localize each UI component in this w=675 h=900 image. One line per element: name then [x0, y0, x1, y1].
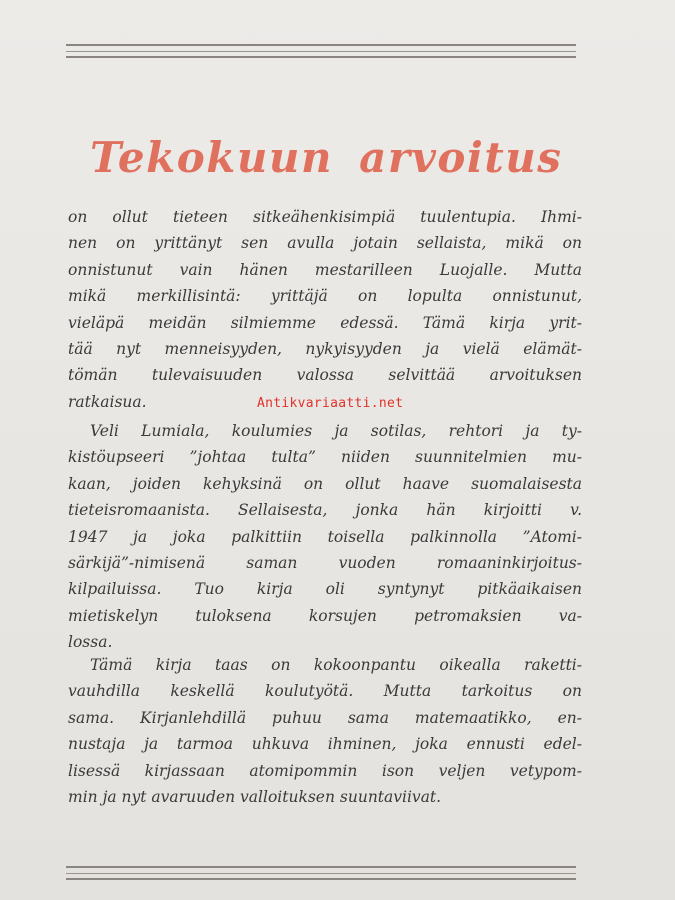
- text-line: ratkaisua.: [68, 392, 147, 411]
- text-line: vieläpä meidän silmiemme edessä. Tämä kirja yrit-: [68, 313, 582, 332]
- text-line: kilpailuissa. Tuo kirja oli syntynyt pitkäaikaisen: [68, 580, 582, 599]
- page-title: Tekokuun arvoitus: [90, 133, 563, 182]
- text-line: vauhdilla keskellä koulutyötä. Mutta tarkoitus on: [68, 682, 582, 701]
- text-line: lossa.: [68, 633, 113, 652]
- text-line: nen on yrittänyt sen avulla jotain sellaista, mikä on: [68, 234, 582, 253]
- text-line: tieteisromaanista. Sellaisesta, jonka hän kirjoitti v.: [68, 501, 582, 520]
- paragraph-2: [68, 418, 582, 656]
- rule-line: [66, 873, 576, 874]
- text-line: tää nyt menneisyyden, nykyisyyden ja vielä elämät-: [68, 339, 582, 358]
- watermark-text: Antikvariaatti.net: [257, 396, 404, 411]
- text-line: min ja nyt avaruuden valloituksen suuntaviivat.: [68, 787, 442, 806]
- text-line: Tämä kirja taas on kokoonpantu oikealla raketti-: [90, 656, 582, 674]
- text-line: Veli Lumiala, koulumies ja sotilas, rehtori ja ty-: [90, 422, 582, 440]
- text-line: kaan, joiden kehyksinä on ollut haave suomalaisesta: [68, 474, 582, 493]
- text-line: särkijä”-nimisenä saman vuoden romaaninkirjoitus-: [68, 553, 582, 572]
- bottom-decorative-rule: [66, 866, 576, 880]
- text-line: 1947 ja joka palkittiin toisella palkinnolla ”Atomi-: [68, 527, 582, 546]
- paragraph-1: [68, 204, 582, 415]
- text-line: tömän tulevaisuuden valossa selvittää arvoituksen: [68, 366, 582, 385]
- text-line: sama. Kirjanlehdillä puhuu sama matemaatikko, en-: [68, 708, 582, 727]
- text-line: nustaja ja tarmoa uhkuva ihminen, joka ennusti edel-: [68, 735, 582, 754]
- paragraph-3: [68, 652, 582, 810]
- text-line: on ollut tieteen sitkeähenkisimpiä tuulentupia. Ihmi-: [68, 208, 582, 226]
- top-decorative-rule: [66, 44, 576, 58]
- rule-line: [66, 51, 576, 52]
- text-line: onnistunut vain hänen mestarilleen Luojalle. Mutta: [68, 260, 582, 279]
- text-line: mietiskelyn tuloksena korsujen petromaksien va-: [68, 606, 582, 625]
- text-line: lisessä kirjassaan atomipommin ison veljen vetypom-: [68, 761, 582, 780]
- text-line: kistöupseeri ”johtaa tulta” niiden suunnitelmien mu-: [68, 448, 582, 467]
- text-line: mikä merkillisintä: yrittäjä on lopulta onnistunut,: [68, 287, 582, 306]
- rule-line: [66, 878, 576, 880]
- rule-line: [66, 866, 576, 868]
- rule-line: [66, 56, 576, 58]
- rule-line: [66, 44, 576, 46]
